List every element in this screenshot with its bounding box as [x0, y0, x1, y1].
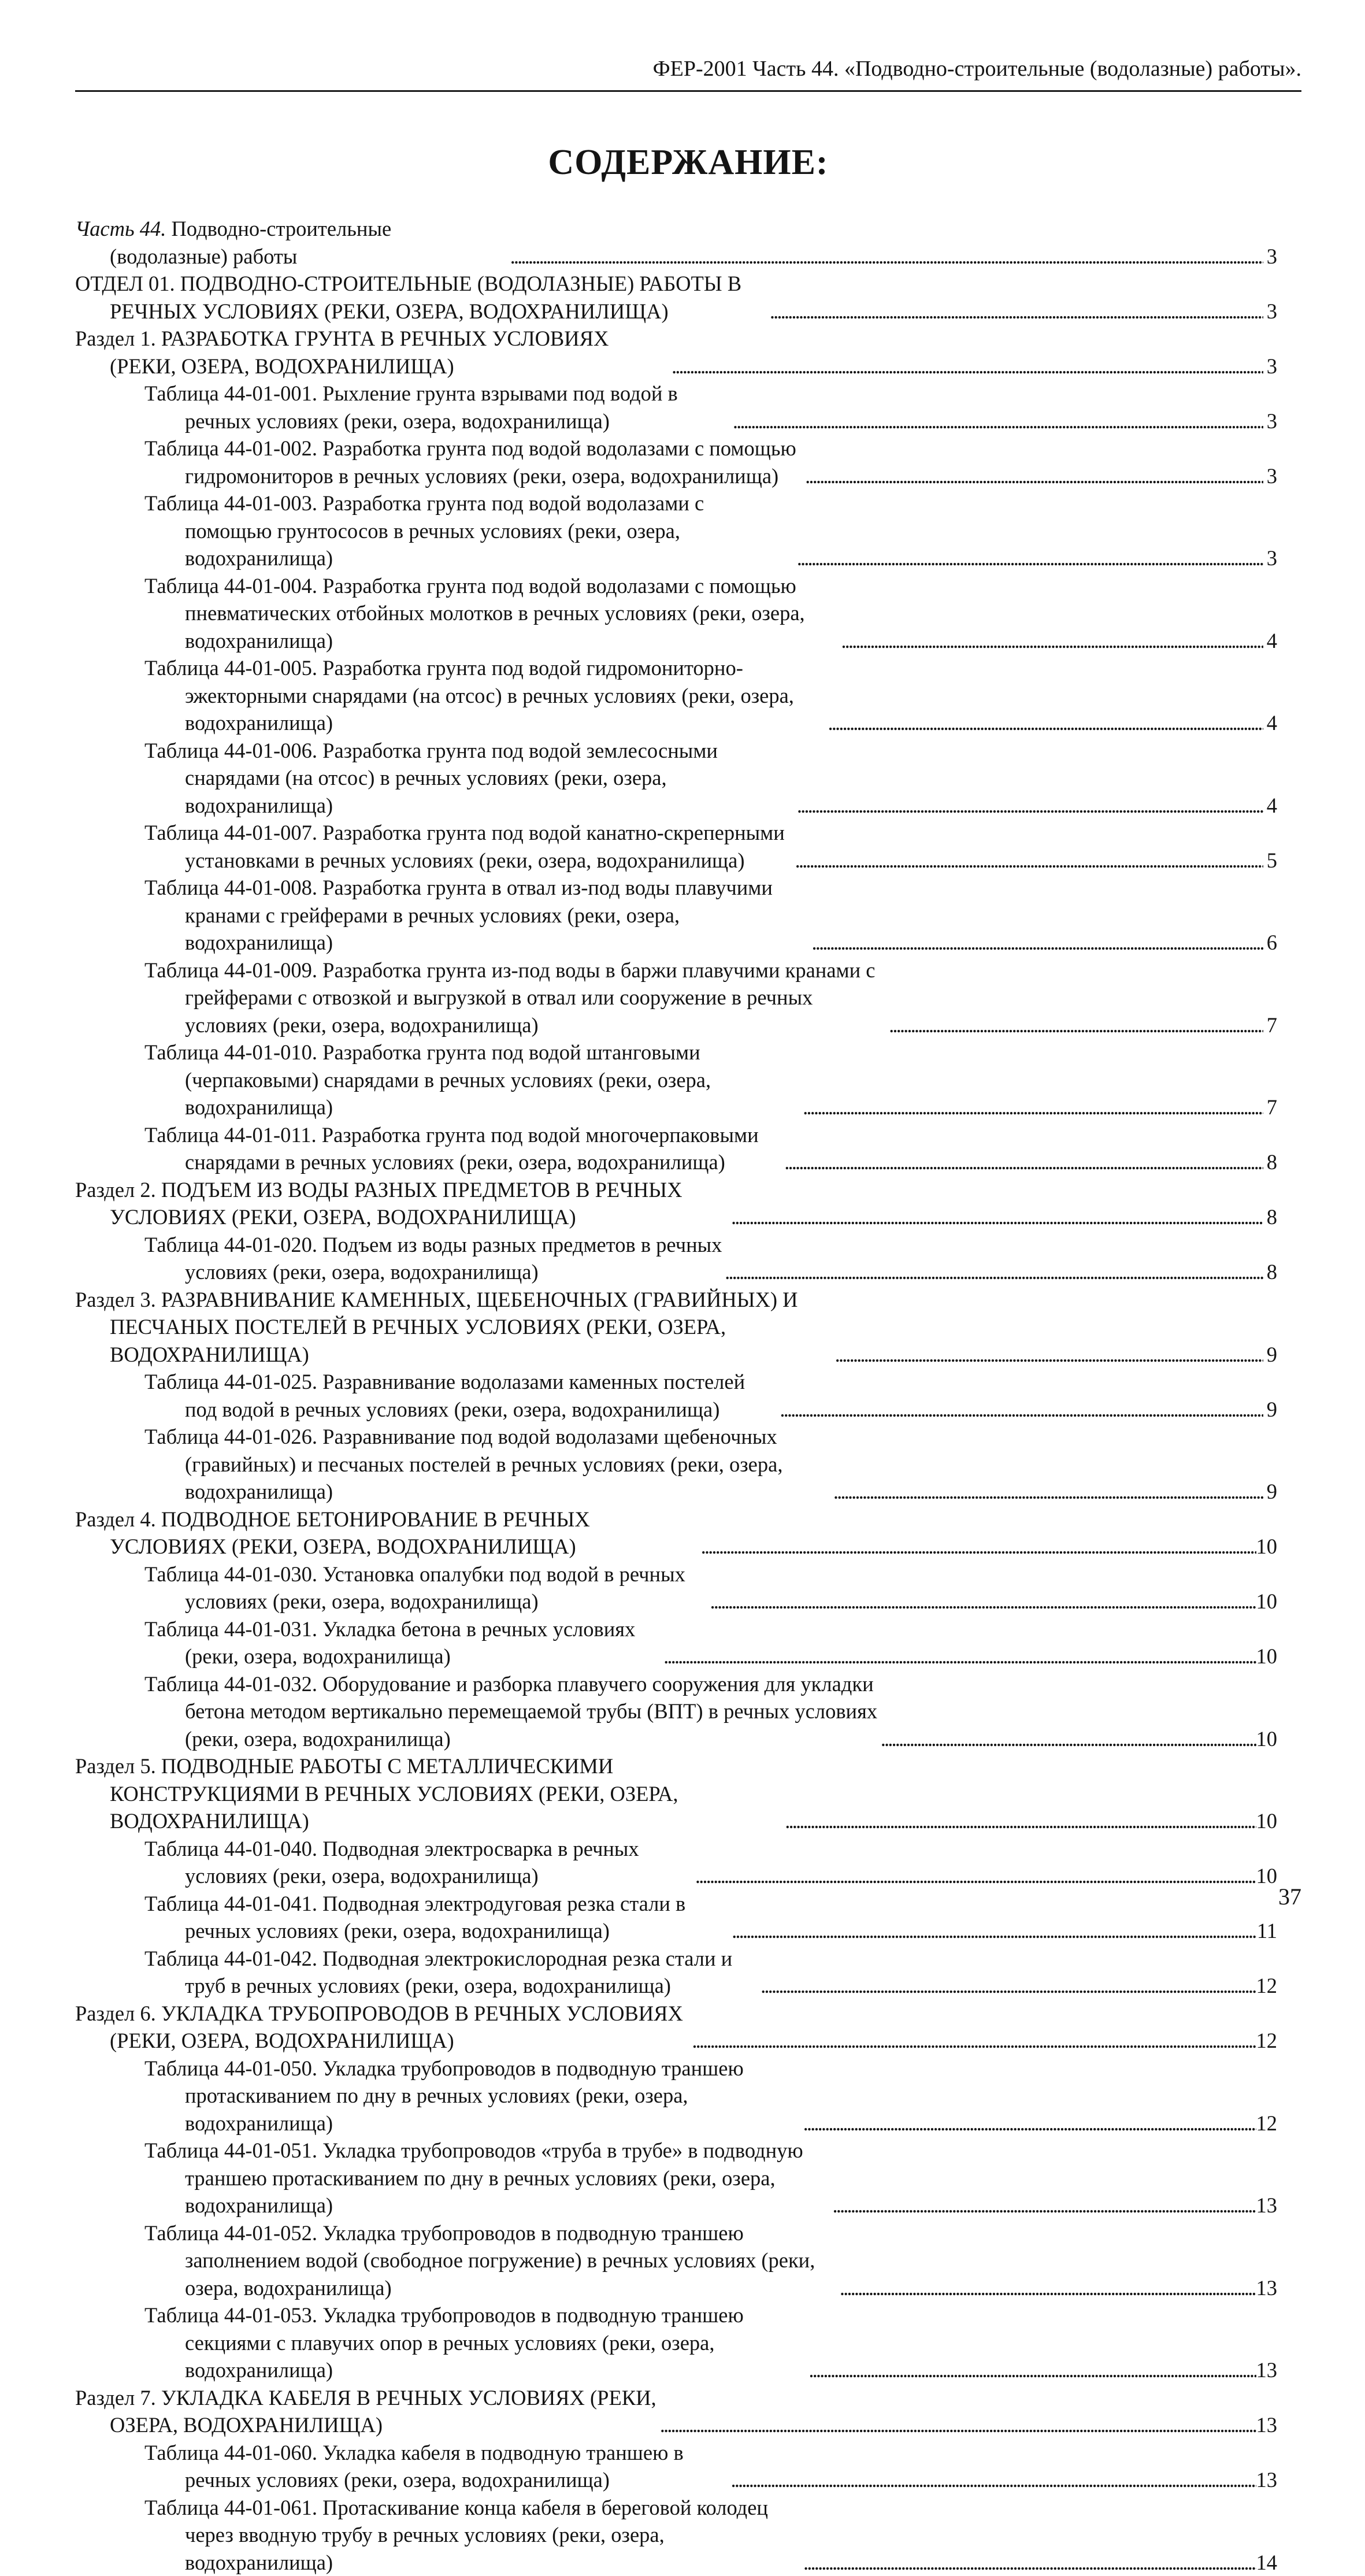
dot-leader — [889, 1011, 1263, 1039]
toc-entry-text — [185, 957, 886, 1039]
running-header: ФЕР-2001 Часть 44. «Подводно-строительные (водолазные) работы». — [75, 55, 1301, 82]
toc-entry-text — [110, 2000, 689, 2055]
toc-entry-text — [110, 1506, 699, 1561]
dot-leader — [797, 792, 1263, 820]
toc-entry-text — [110, 1286, 833, 1369]
toc-entry-title: Таблица 44-01-003. Разработка грунта под водой водолазами с помощью грунтососов в речных условиях (реки, озера, водохранилища) — [144, 491, 704, 570]
toc-section-entry — [75, 325, 1277, 380]
toc-entry-title: Таблица 44-01-011. Разработка грунта под водой многочерпаковыми снарядами в речных условиях (реки, озера, водохранилища) — [144, 1123, 759, 1174]
toc-table-entry — [75, 1423, 1277, 1506]
toc-entry-text — [185, 874, 810, 957]
toc-entry-title: Таблица 44-01-001. Рыхление грунта взрывами под водой в речных условиях (реки, озера, водохранилища) — [144, 381, 678, 433]
toc-entry-page: 11 — [1257, 1917, 1277, 1945]
toc-entry-page: 9 — [1263, 1478, 1277, 1506]
toc-entry-page: 10 — [1256, 1533, 1278, 1561]
dot-leader — [881, 1725, 1256, 1753]
dot-leader — [832, 2192, 1256, 2219]
dot-leader — [805, 462, 1263, 490]
toc-entry-text — [185, 2494, 801, 2576]
toc-entry-text — [110, 325, 669, 380]
toc-table-entry — [75, 874, 1277, 957]
toc-section-entry — [75, 1176, 1277, 1231]
toc-entry-title: Таблица 44-01-053. Укладка трубопроводов в подводную траншею секциями с плавучих опор в речных условиях (реки, озера, водохранилища) — [144, 2303, 744, 2382]
toc-entry-text — [185, 737, 795, 820]
toc-table-entry — [75, 572, 1277, 655]
toc-entry-title: Таблица 44-01-009. Разработка грунта из-под воды в баржи плавучими кранами с грейферами с отвозкой и выгрузкой в отвал или сооружение в речных условиях (реки, озера, водохранилища) — [144, 958, 875, 1037]
toc-section-entry — [75, 1752, 1277, 1835]
toc-entry-title: Таблица 44-01-030. Установка опалубки под водой в речных условиях (реки, озера, водохранилища) — [144, 1562, 685, 1614]
toc-entry-title: Таблица 44-01-051. Укладка трубопроводов «труба в трубе» в подводную траншею протаскиванием по дну в речных условиях (реки, озера, водохранилища) — [144, 2138, 803, 2217]
dot-leader — [803, 2549, 1256, 2576]
toc-entry-text — [185, 1039, 800, 1121]
toc-entry-text — [185, 1121, 782, 1176]
toc-entry-page: 4 — [1263, 792, 1277, 820]
toc-entry-title: Таблица 44-01-026. Разравнивание под водой водолазами щебеночных (гравийных) и песчаных постелей в речных условиях (реки, озера, водохранилища) — [144, 1425, 782, 1503]
toc-section-entry — [75, 270, 1277, 325]
toc-entry-page: 3 — [1263, 243, 1277, 270]
toc-table-entry — [75, 2137, 1277, 2219]
toc-entry-text — [185, 1890, 729, 1945]
toc-section-entry — [75, 1506, 1277, 1561]
toc-entry-title: Таблица 44-01-020. Подъем из воды разных предметов в речных условиях (реки, озера, водохранилища) — [144, 1233, 722, 1284]
toc-entry-text — [185, 490, 795, 572]
toc-entry-page: 13 — [1256, 2274, 1278, 2302]
toc-entry-text — [185, 1615, 661, 1670]
toc-entry-text — [185, 1423, 831, 1506]
toc-entry-title: Раздел 7. УКЛАДКА КАБЕЛЯ В РЕЧНЫХ УСЛОВИЯХ (РЕКИ, ОЗЕРА, ВОДОХРАНИЛИЩА) — [75, 2386, 656, 2437]
dot-leader — [803, 2110, 1256, 2137]
toc-table-entry — [75, 1670, 1277, 1753]
toc-table-entry — [75, 2219, 1277, 2302]
toc-entry-text — [185, 2137, 830, 2219]
toc-entry-title: Таблица 44-01-008. Разработка грунта в отвал из-под воды плавучими кранами с грейферами в речных условиях (реки, озера, водохранилища) — [144, 876, 773, 954]
toc-entry-page: 9 — [1263, 1396, 1277, 1424]
toc-entry-text — [185, 2439, 728, 2494]
toc-entry-page: 7 — [1263, 1011, 1277, 1039]
toc-table-entry — [75, 1039, 1277, 1121]
toc-table-entry — [75, 957, 1277, 1039]
toc-entry-text — [185, 2219, 837, 2302]
toc-table-entry — [75, 1835, 1277, 1890]
toc-entry-title: Таблица 44-01-040. Подводная электросварка в речных условиях (реки, озера, водохранилища) — [144, 1837, 639, 1888]
toc-table-entry — [75, 380, 1277, 435]
dot-leader — [780, 1396, 1263, 1424]
toc-table-entry — [75, 1890, 1277, 1945]
toc-entry-page: 5 — [1263, 847, 1277, 874]
toc-table-entry — [75, 2494, 1277, 2576]
dot-leader — [730, 2466, 1256, 2494]
dot-leader — [828, 709, 1263, 737]
toc-entry-title: Таблица 44-01-007. Разработка грунта под водой канатно-скреперными установками в речных условиях (реки, озера, водохранилища) — [144, 821, 785, 872]
toc-entry-page: 3 — [1263, 407, 1277, 435]
toc-table-entry — [75, 1615, 1277, 1670]
toc-entry-title: Таблица 44-01-061. Протаскивание конца кабеля в береговой колодец через вводную трубу в речных условиях (реки, озера, водохранилища) — [144, 2496, 768, 2574]
dot-leader — [695, 1862, 1256, 1890]
toc-entry-text — [185, 1231, 722, 1286]
toc-table-entry — [75, 1561, 1277, 1615]
toc-entry-page: 13 — [1256, 2192, 1278, 2219]
toc-entry-title: Таблица 44-01-004. Разработка грунта под водой водолазами с помощью пневматических отбойных молотков в речных условиях (реки, озера, водохранилища) — [144, 574, 805, 653]
toc-entry-text — [185, 1561, 708, 1615]
toc-entry-title: Таблица 44-01-002. Разработка грунта под водой водолазами с помощью гидромониторов в речных условиях (реки, озера, водохранилища) — [144, 436, 796, 488]
toc-entry-text — [185, 435, 803, 490]
toc-section-entry — [75, 215, 1277, 270]
dot-leader — [795, 847, 1263, 874]
dot-leader — [725, 1258, 1263, 1286]
toc-entry-title: Таблица 44-01-041. Подводная электродуговая резка стали в речных условиях (реки, озера, водохранилища) — [144, 1892, 685, 1943]
toc-entry-text — [185, 572, 839, 655]
toc-entry-page: 4 — [1263, 627, 1277, 655]
toc-entry-page: 10 — [1256, 1588, 1278, 1615]
dot-leader — [835, 1341, 1263, 1369]
toc-entry-title: Раздел 3. РАЗРАВНИВАНИЕ КАМЕННЫХ, ЩЕБЕНОЧНЫХ (ГРАВИЙНЫХ) И ПЕСЧАНЫХ ПОСТЕЛЕЙ В РЕЧНЫХ УСЛОВИЯХ (РЕКИ, ОЗЕРА, ВОДОХРАНИЛИЩА) — [75, 1288, 798, 1366]
toc-entry-text — [185, 1670, 878, 1753]
toc-table-entry — [75, 490, 1277, 572]
toc-entry-prefix: Часть 44. — [75, 217, 166, 240]
toc-entry-page: 13 — [1256, 2411, 1278, 2439]
toc-entry-title: Раздел 6. УКЛАДКА ТРУБОПРОВОДОВ В РЕЧНЫХ УСЛОВИЯХ (РЕКИ, ОЗЕРА, ВОДОХРАНИЛИЩА) — [75, 2002, 683, 2053]
dot-leader — [732, 1917, 1257, 1945]
toc-entry-text — [110, 1176, 729, 1231]
toc-table-entry — [75, 737, 1277, 820]
toc-table-entry — [75, 1945, 1277, 2000]
toc-entry-text — [185, 654, 826, 737]
toc-table-entry — [75, 1121, 1277, 1176]
toc-entry-page: 12 — [1256, 2027, 1278, 2055]
dot-leader — [840, 2274, 1256, 2302]
toc-entry-text — [110, 2384, 658, 2439]
dot-leader — [731, 1203, 1263, 1231]
dot-leader — [808, 2356, 1256, 2384]
toc-section-entry — [75, 2384, 1277, 2439]
toc-entry-page: 3 — [1263, 353, 1277, 380]
toc-entry-title: Раздел 4. ПОДВОДНОЕ БЕТОНИРОВАНИЕ В РЕЧНЫХ УСЛОВИЯХ (РЕКИ, ОЗЕРА, ВОДОХРАНИЛИЩА) — [75, 1507, 590, 1559]
toc-entry-page: 10 — [1256, 1643, 1278, 1670]
toc-entry-text — [110, 1752, 782, 1835]
toc-entry-title: Таблица 44-01-032. Оборудование и разборка плавучего сооружения для укладки бетона методом вертикально перемещаемой трубы (ВПТ) в речных условиях (реки, озера, водохранилища) — [144, 1672, 877, 1751]
table-of-contents — [75, 215, 1277, 2576]
toc-entry-page: 3 — [1263, 298, 1277, 325]
toc-entry-page: 6 — [1263, 929, 1277, 957]
toc-entry-text — [185, 1368, 777, 1423]
toc-entry-page: 13 — [1256, 2356, 1278, 2384]
toc-entry-page: 4 — [1263, 709, 1277, 737]
dot-leader — [812, 929, 1264, 957]
toc-entry-title: Раздел 5. ПОДВОДНЫЕ РАБОТЫ С МЕТАЛЛИЧЕСКИМИ КОНСТРУКЦИЯМИ В РЕЧНЫХ УСЛОВИЯХ (РЕКИ, ОЗЕРА, ВОДОХРАНИЛИЩА) — [75, 1754, 678, 1833]
toc-entry-title: Таблица 44-01-060. Укладка кабеля в подводную траншею в речных условиях (реки, озера, водохранилища) — [144, 2441, 684, 2492]
page-title: СОДЕРЖАНИЕ: — [75, 140, 1301, 184]
dot-leader — [672, 353, 1263, 380]
toc-entry-title: Таблица 44-01-010. Разработка грунта под водой штанговыми (черпаковыми) снарядами в речных условиях (реки, озера, водохранилища) — [144, 1040, 711, 1119]
dot-leader — [761, 1972, 1256, 2000]
toc-entry-page: 3 — [1263, 544, 1277, 572]
toc-entry-title: Раздел 2. ПОДЪЕМ ИЗ ВОДЫ РАЗНЫХ ПРЕДМЕТОВ В РЕЧНЫХ УСЛОВИЯХ (РЕКИ, ОЗЕРА, ВОДОХРАНИЛИЩА) — [75, 1178, 682, 1229]
toc-table-entry — [75, 1368, 1277, 1423]
dot-leader — [660, 2411, 1256, 2439]
toc-entry-page: 8 — [1263, 1258, 1277, 1286]
toc-entry-page: 9 — [1263, 1341, 1277, 1369]
dot-leader — [663, 1643, 1256, 1670]
toc-table-entry — [75, 435, 1277, 490]
toc-entry-title: Таблица 44-01-052. Укладка трубопроводов в подводную траншею заполнением водой (свободное погружение) в речных условиях (реки, озера, водохранилища) — [144, 2221, 815, 2300]
toc-entry-page: 14 — [1256, 2549, 1278, 2576]
toc-entry-page: 10 — [1256, 1862, 1278, 1890]
toc-entry-text — [185, 819, 793, 874]
toc-table-entry — [75, 1231, 1277, 1286]
toc-entry-text — [185, 2301, 806, 2384]
dot-leader — [841, 627, 1263, 655]
toc-entry-page: 13 — [1256, 2466, 1278, 2494]
dot-leader — [833, 1478, 1263, 1506]
toc-section-entry — [75, 2000, 1277, 2055]
toc-entry-text — [185, 1835, 693, 1890]
toc-entry-page: 8 — [1263, 1148, 1277, 1176]
toc-entry-text — [110, 270, 767, 325]
dot-leader — [733, 407, 1263, 435]
page-number: 37 — [1278, 1883, 1301, 1911]
toc-entry-text — [185, 2055, 801, 2137]
toc-entry-text — [110, 215, 508, 270]
toc-entry-page: 10 — [1256, 1807, 1278, 1835]
toc-table-entry — [75, 2439, 1277, 2494]
toc-entry-title: Таблица 44-01-050. Укладка трубопроводов в подводную траншею протаскиванием по дну в речных условиях (реки, озера, водохранилища) — [144, 2056, 744, 2135]
dot-leader — [710, 1588, 1256, 1615]
toc-entry-title: Раздел 1. РАЗРАБОТКА ГРУНТА В РЕЧНЫХ УСЛОВИЯХ (РЕКИ, ОЗЕРА, ВОДОХРАНИЛИЩА) — [75, 327, 609, 378]
dot-leader — [692, 2027, 1256, 2055]
toc-entry-text — [185, 380, 730, 435]
dot-leader — [510, 243, 1263, 270]
toc-entry-page: 3 — [1263, 462, 1277, 490]
header-rule — [75, 90, 1301, 92]
toc-table-entry — [75, 2055, 1277, 2137]
toc-entry-page: 12 — [1256, 2110, 1278, 2137]
toc-table-entry — [75, 819, 1277, 874]
dot-leader — [701, 1533, 1256, 1561]
dot-leader — [803, 1094, 1263, 1121]
dot-leader — [770, 298, 1263, 325]
toc-entry-title: Таблица 44-01-005. Разработка грунта под водой гидромониторно-эжекторными снарядами (на отсос) в речных условиях (реки, озера, водохранилища) — [144, 656, 794, 735]
toc-table-entry — [75, 654, 1277, 737]
dot-leader — [797, 544, 1263, 572]
toc-entry-page: 12 — [1256, 1972, 1278, 2000]
toc-table-entry — [75, 2301, 1277, 2384]
toc-entry-title: Таблица 44-01-025. Разравнивание водолазами каменных постелей под водой в речных условиях (реки, озера, водохранилища) — [144, 1370, 745, 1421]
toc-entry-title: ОТДЕЛ 01. ПОДВОДНО-СТРОИТЕЛЬНЫЕ (ВОДОЛАЗНЫЕ) РАБОТЫ В РЕЧНЫХ УСЛОВИЯХ (РЕКИ, ОЗЕРА, ВОДОХРАНИЛИЩА) — [75, 272, 741, 323]
toc-entry-title: Таблица 44-01-006. Разработка грунта под водой землесосными снарядами (на отсос) в речных условиях (реки, озера, водохранилища) — [144, 739, 718, 817]
dot-leader — [784, 1148, 1263, 1176]
toc-entry-title: Таблица 44-01-042. Подводная электрокислородная резка стали и труб в речных условиях (реки, озера, водохранилища) — [144, 1947, 732, 1998]
toc-entry-page: 7 — [1263, 1094, 1277, 1121]
toc-entry-title: Подводно-строительные (водолазные) работы — [110, 217, 391, 268]
toc-entry-title: Таблица 44-01-031. Укладка бетона в речных условиях (реки, озера, водохранилища) — [144, 1617, 635, 1669]
dot-leader — [785, 1807, 1256, 1835]
toc-entry-page: 10 — [1256, 1725, 1278, 1753]
toc-section-entry — [75, 1286, 1277, 1369]
toc-entry-page: 8 — [1263, 1203, 1277, 1231]
toc-entry-text — [185, 1945, 758, 2000]
